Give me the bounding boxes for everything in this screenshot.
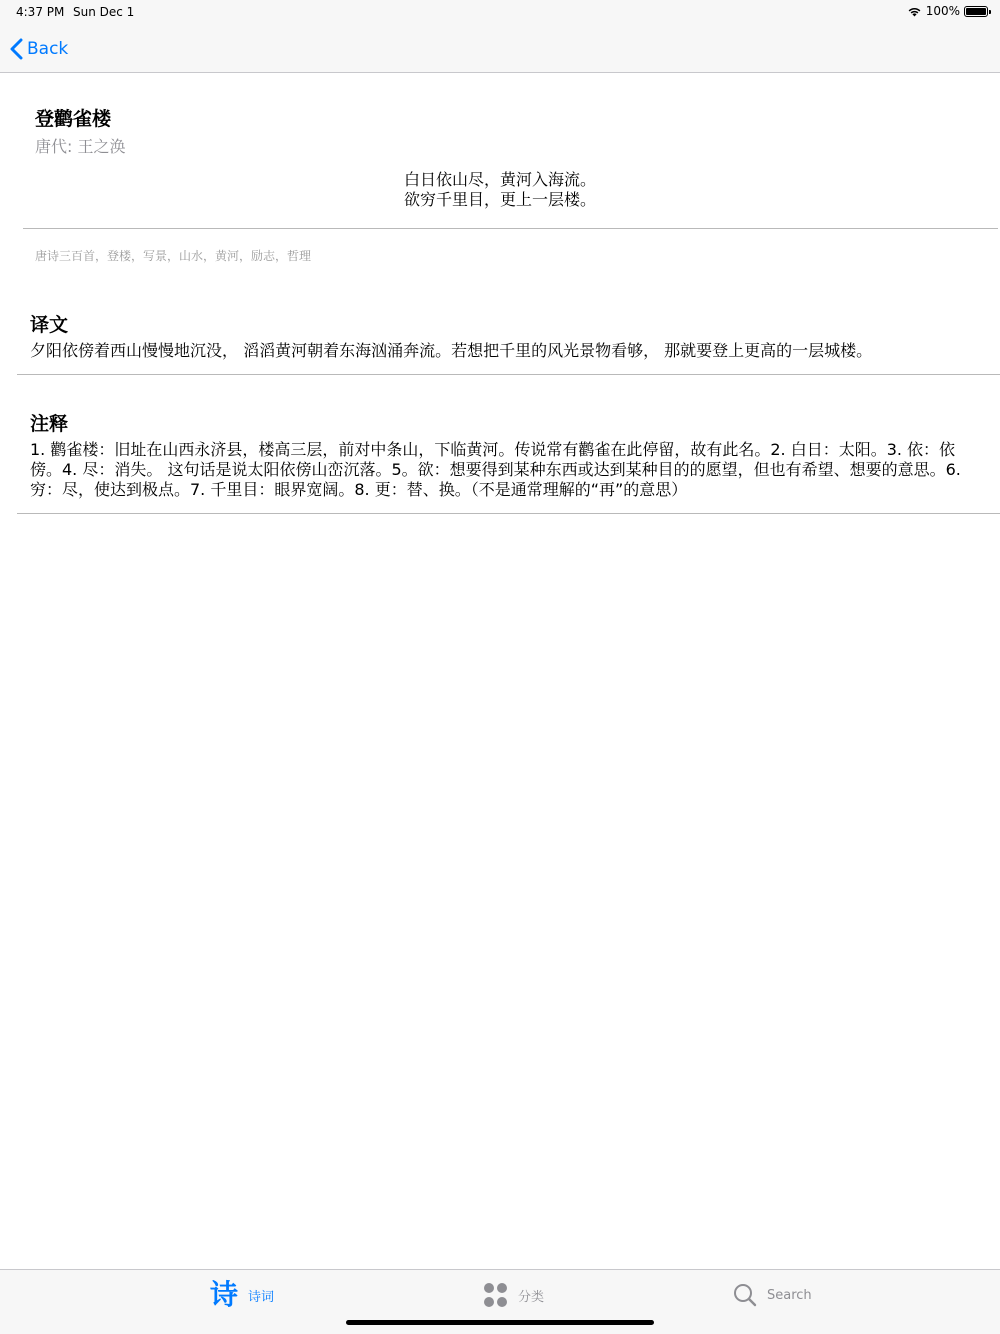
back-button[interactable] bbox=[10, 36, 68, 62]
battery-tip bbox=[989, 10, 991, 14]
tab-poems[interactable] bbox=[210, 1270, 274, 1320]
chevron-left-icon bbox=[10, 38, 23, 60]
navigation-bar bbox=[0, 0, 1000, 73]
status-time: 4:37 PM bbox=[16, 5, 65, 19]
divider bbox=[23, 228, 998, 229]
poem-author: 唐代: 王之涣 bbox=[35, 137, 126, 156]
battery-percent: 100% bbox=[925, 4, 960, 18]
notes-text: 1. 鹳雀楼：旧址在山西永济县，楼高三层，前对中条山，下临黄河。传说常有鹳雀在此停留，故有此名。2. 白日：太阳。3. 依：依傍。4. 尽：消失。 这句话是说太阳依傍山峦沉落。5。欲：想要得到某种东西或达到某种目的的愿望，但也有希望、想要的意思。6. 穷：尽，使达到极点。7. 千里目：眼界宽阔。8. 更：替、换。（不是通常理解的“再”的意思） bbox=[30, 440, 961, 499]
grid-dots-icon bbox=[484, 1283, 508, 1307]
poem-title: 登鹳雀楼 bbox=[35, 108, 112, 130]
back-label: Back bbox=[27, 39, 69, 59]
status-indicators bbox=[907, 4, 988, 18]
poem-glyph-icon: 诗 bbox=[210, 1278, 239, 1311]
tab-search[interactable] bbox=[733, 1270, 812, 1320]
tab-categories[interactable] bbox=[484, 1270, 544, 1320]
battery-icon bbox=[964, 6, 988, 17]
tab-categories-label: 分类 bbox=[518, 1289, 545, 1305]
divider bbox=[17, 513, 1000, 514]
battery-fill bbox=[966, 8, 986, 15]
status-date: Sun Dec 1 bbox=[73, 5, 135, 19]
tab-search-label: Search bbox=[767, 1287, 812, 1303]
tab-poems-label: 诗词 bbox=[248, 1289, 275, 1305]
poem-body bbox=[0, 170, 1000, 210]
poem-line: 欲穷千里目，更上一层楼。 bbox=[403, 190, 596, 209]
search-icon bbox=[733, 1283, 757, 1307]
translation-heading: 译文 bbox=[30, 314, 69, 336]
wifi-icon bbox=[907, 6, 922, 17]
translation-text: 夕阳依傍着西山慢慢地沉没， 滔滔黄河朝着东海汹涌奔流。若想把千里的风光景物看够， 那就要登上更高的一层城楼。 bbox=[30, 341, 873, 360]
poem-line: 白日依山尽，黄河入海流。 bbox=[403, 170, 596, 189]
notes-heading: 注释 bbox=[30, 413, 69, 435]
divider bbox=[17, 374, 1000, 375]
poem-tags: 唐诗三百首，登楼，写景，山水，黄河，励志，哲理 bbox=[35, 249, 312, 263]
status-bar bbox=[0, 0, 1000, 24]
home-indicator bbox=[346, 1320, 654, 1325]
